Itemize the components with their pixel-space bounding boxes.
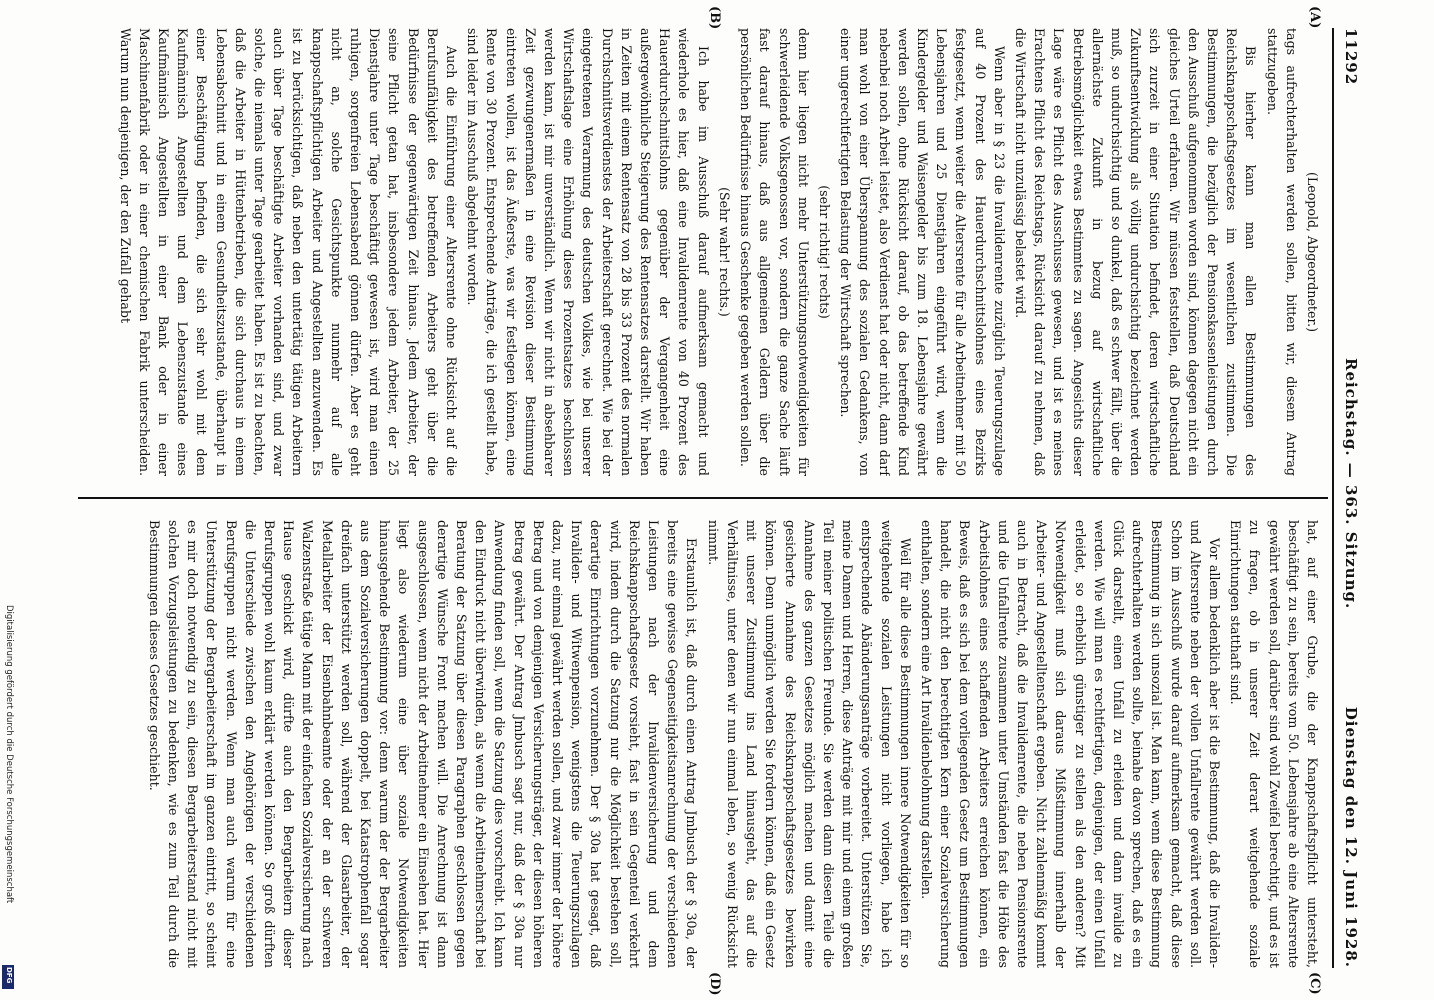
- rotated-page: [62, 6, 1362, 996]
- speaker-line: (Leopold, Abgeordneter.): [1305, 171, 1320, 333]
- credit-text: Digitalisierung gefördert durch die Deutsche Forschungsgemeinschaft: [4, 605, 14, 904]
- interjection: (Sehr wahr! rechts.): [716, 187, 732, 317]
- right-column: [92, 520, 1322, 968]
- header-rule: [1332, 28, 1334, 968]
- session-title: Reichstag. — 363. Sitzung.: [1342, 358, 1360, 610]
- page-header: [1336, 28, 1362, 968]
- digitization-credit: [2, 605, 14, 990]
- marker-b: (B): [707, 6, 722, 30]
- interjection: (sehr richtig! rechts): [816, 185, 832, 319]
- paragraph: Erstaunlich ist, daß durch einen Antrag Jmbusch der § 30a, der bereits eine gewisse Gegenseitigkeitsanrechnung der verschiedenen Leistungen nach der Invalidenversicherung und dem Reichsknappschaftsgesetz vorsieht, fast in sein Gegenteil verkehrt wird, indem durch die Satzung nur die Möglichkeit bestehen soll, derartige Einrichtungen vorzunehmen. Der § 30a hat gesagt, daß Invaliden- und Witwenpension, wenigstens die Teuerungszulagen dazu, nur einmal gewährt werden sollen, und zwar immer der höhere Betrag und von demjenigen Versicherungsträger, der diesen höheren Betrag gewährt. Der Antrag Jmbusch sagt nur, daß der § 30a nur Anwendung finden soll, wenn die Satzung dies vorschreibt. Ich kann den Eindruck nicht überwinden, als wenn die Arbeitnehmerschaft bei Beratung der Satzung über diesen Paragraphen geschlossen gegen derartige Wünsche Front machen will. Die Anrechnung ist dann ausgeschlossen, wenn nicht der Arbeitnehmer ein Einsehen hat. Hier liegt also wiederum eine über soziale Notwendigkeiten hinausgehende Bestimmung vor: denn warum der der Bergarbeiter aus dem Sozialversicherungen doppelt, bei Katastrophenfall sogar dreifach unterstützt werden soll, während der Glasarbeiter, der Metallarbeiter der Eisenbahnbeamte oder der an der schweren Walzenstraße tätige Mann mit der einfachen Sozialversicherung nach Hause geschickt wird, dürfte auch den Bergarbeitern dieser Berufsgruppen wohl kaum erklärt werden können. So groß dürften die Unterschiede zwischen den Angehörigen der verschiedenen Berufsgruppen nicht werden. Wenn man auch warum für eine Unterstützung der Bergarbeiterschaft im ganzen eintritt, so scheint es mir doch notwendig zu sein, diesen Bergarbeiterstand nicht mit solchen Vorzugsleistungen zu bedenken, wie es zum Teil durch die Bestimmungen dieses Gesetzes geschieht.: [146, 520, 700, 968]
- paragraph: denn hier liegen nicht mehr Unterstützungsnotwendigkeiten für schwerleidende Volksgenossen vor, sondern die ganze Sache läuft fast darauf hinaus, daß aus allgemeinen Geldern über die persönlichen Bedürfnisse hinaus Geschenke gegeben werden sollen.: [738, 28, 811, 476]
- marker-c: (C): [1307, 972, 1322, 995]
- marker-a: (A): [1307, 6, 1322, 29]
- paragraph: Auch die Einführung einer Altersrente ohne Rücksicht auf die Berufsunfähigkeit des betreffenden Arbeiters geht über die Bedürfnisse der gegenwärtigen Zeit hinaus. Jedem Arbeiter, der seine Pflicht getan hat, insbesondere jedem Arbeiter, der 25 Dienstjahre unter Tage beschäftigt gewesen ist, wird man einen ruhigen, sorgenfreien Lebensabend gönnen dürfen. Aber es geht nicht an, solche Gesichtspunkte nunmehr auf alle knappschaftspflichtigen Arbeiter und Angestellten anzuwenden. Es ist zu berücksichtigen, daß neben den untertätig tätigen Arbeitern auch über Tage beschäftigte Arbeiter vorhanden sind, und zwar solche, die niemals unter Tage gearbeitet haben. Es ist zu beachten, daß die Arbeiter in Hüttenbetrieben, die sich durchaus in einem Lebensabschnitt und in einem Gesundheitszustande, überhaupt in einer Beschäftigung befinden, die sich sehr wohl mit dem Kaufmännisch Angestellten und dem Lebenszustande eines Kaufmännisch Angestellten in einer Bank oder in einer Maschinenfabrik oder in einer chemischen Fabrik unterscheiden. Warum nun denjenigen, der den Zufall gehabt: [117, 28, 460, 476]
- column-rule: [78, 497, 1328, 499]
- paragraph: Vor allem bedenklich aber ist die Bestimmung, daß die Invaliden- und Altersrente neben der vollen Unfallrente gewährt werden soll. Schon im Ausschuß wurde darauf aufmerksam gemacht, daß diese Bestimmung in sich unsozial ist. Man kann, wenn diese Bestimmung aufrechterhalten werden sollte, beinahe davon sprechen, daß es ein Glück darstellt, einen Unfall zu erleiden und dann invalide zu werden. Wie will man es rechtfertigen, denjenigen, der einen Unfall erleidet, so erheblich günstiger zu stellen als den anderen? Mit Notwendigkeit muß sich daraus Mißstimmung innerhalb der Arbeiter- und Angestelltenschaft ergeben. Nicht zahlenmäßig kommt auch in Betracht, daß die Invalidenrente, die neben Pensionsrente und die Unfallrente zusammen unter Umständen fast die Höhe des Arbeitslohnes eines schaffenden Arbeiters erreichen können, ein Beweis, daß es sich bei dem vorliegenden Gesetz um Bestimmungen handelt, die nicht den berechtigten Kern einer Sozialversicherung enthalten, sondern eine Art Invalidenbelohnung darstellen.: [918, 520, 1222, 968]
- left-column: [92, 28, 1322, 476]
- session-date: Dienstag den 12. Juni 1928.: [1342, 706, 1360, 968]
- page-number: 11292: [1342, 28, 1360, 86]
- paragraph: Ich habe im Ausschuß darauf aufmerksam gemacht und wiederhole es hier, daß eine Invalidenrente von 40 Prozent des Hauerdurchschnittslohns gegenüber der Vergangenheit eine außergewöhnliche Steigerung des Rentensatzes darstellt. Wir haben in Zeiten mit einem Rentensatz von 28 bis 33 Prozent des normalen Durchschnittsverdienstes der Arbeiterschaft gerechnet. Wie bei der eingetretenen Verarmung des deutschen Volkes, wie bei unserer Wirtschaftslage eine Erhöhung dieses Prozentsatzes beschlossen werden kann, ist mir unverständlich. Wenn wir nicht in absehbarer Zeit gezwungenermaßen in eine Revision dieser Bestimmung eintreten wollen, ist das Äußerste, was wir festlegen können, eine Rente von 30 Prozent. Entsprechende Anträge, die ich gestellt habe, sind leider im Ausschuß abgelehnt worden.: [465, 28, 711, 476]
- paragraph: Weil für alle diese Bestimmungen innere Notwendigkeiten für so weitgehende sozialen Leistungen nicht vorliegen, habe ich entsprechende Abänderungsanträge vorbereitet. Unterstützen Sie, meine Damen und Herren, diese Anträge mit mir und einem großen Teil meiner politischen Freunde. Sie werden dann diesen Teile die Annahme des ganzen Gesetzes möglich machen und damit eine gesicherte Annahme des Reichsknappschaftsgesetzes bewirken können. Denn unmöglich werden Sie fordern können, daß ein Gesetz mit unserer Zustimmung ins Land hinausgeht, das auf die Verhältnisse, unter denen wir nun einmal leben, so wenig Rücksicht nimmt.: [705, 520, 913, 968]
- paragraph: tags aufrechterhalten werden sollen, bitten wir, diesem Antrag stattzugeben.: [1264, 28, 1299, 476]
- marker-d: (D): [707, 972, 722, 996]
- dfg-logo-text: DFG: [5, 967, 13, 984]
- paragraph: Bis hierher kann man allen Bestimmungen des Reichsknappschaftsgesetzes im wesentlichen zustimmen. Die Bestimmungen, die bezüglich der Pensionskassenleistungen durch den Ausschuß aufgenommen worden sind, können dagegen nicht ein gleiches Urteil erfahren. Wir müssen feststellen, daß Deutschland sich zurzeit in einer Situation befindet, deren wirtschaftliche Zukunftsentwicklung als völlig undurchsichtig bezeichnet werden muß, so undurchsichtig und so dunkel, daß es schwer fällt, über die allernächste Zukunft in bezug auf wirtschaftliche Betriebsmöglichkeit etwas Bestimmtes zu sagen. Angesichts dieser Lage wäre es Pflicht des Ausschusses gewesen, und ist es meines Erachtens Pflicht des Reichstags, Rücksicht darauf zu nehmen, daß die Wirtschaft nicht unzulässig belastet wird.: [1012, 28, 1259, 476]
- paragraph: Wenn aber in § 23 die Invalidenrente zuzüglich Teuerungszulage auf 40 Prozent des Hauerdurchschnittslohnes eines Bezirks festgesetzt, wenn weiter die Altersrente für alle Arbeitnehmer mit 50 Lebensjahren und 25 Dienstjahren eingeführt wird, wenn die Kindergelder und Waisengelder bis zum 18. Lebensjahre gewährt werden sollen, ohne Rücksicht darauf, ob das betreffende Kind nebenbei noch Arbeit leistet, also Verdienst hat oder nicht, dann darf man wohl von einer Überspannung des sozialen Gedankens, von einer ungerechtfertigten Belastung der Wirtschaft sprechen.: [838, 28, 1007, 476]
- dfg-logo: [2, 965, 14, 989]
- paragraph: hat, auf einer Grube, die der Knappschaftspflicht untersteht, beschäftigt zu sein, bereits vom 50. Lebensjahre ab eine Altersrente gewährt werden soll, darüber sind wohl Zweifel berechtigt, und es ist zu fragen, ob in unserer Zeit derart weitgehende soziale Einrichtungen statthaft sind.: [1228, 520, 1320, 968]
